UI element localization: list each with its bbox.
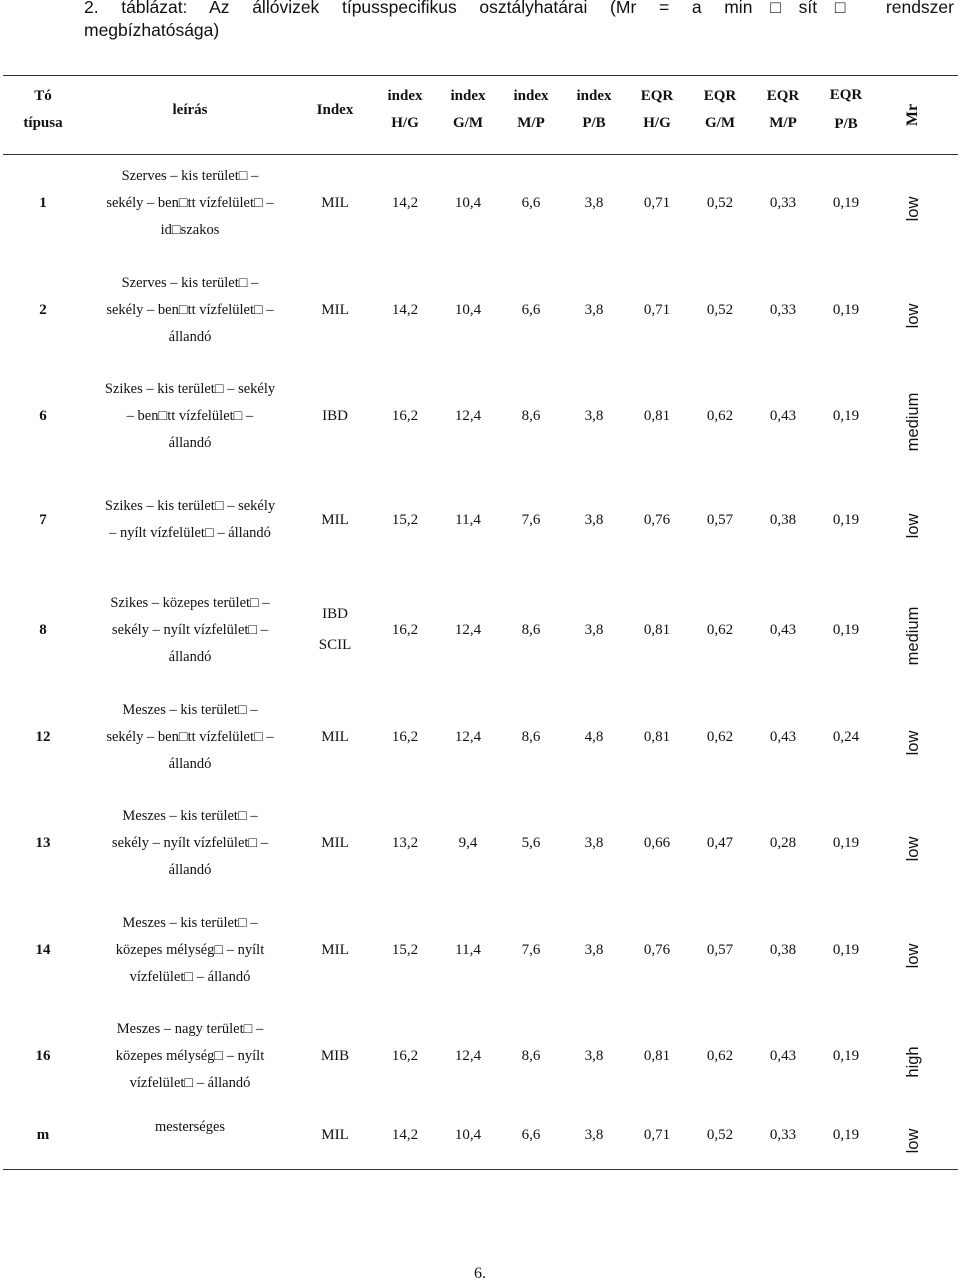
index-code: MIL xyxy=(321,1126,349,1143)
header-col-boundary: G/M xyxy=(453,115,483,131)
row-mr: low xyxy=(903,943,922,969)
header-to-tipusa xyxy=(15,80,71,140)
row-index xyxy=(305,1110,365,1160)
row-value: 5,6 xyxy=(521,834,541,851)
table-row xyxy=(0,694,960,780)
row-value: 0,81 xyxy=(643,621,671,638)
row-value: 3,8 xyxy=(584,834,604,851)
row-tipus: 2 xyxy=(39,301,47,318)
row-value: 0,19 xyxy=(832,511,860,528)
header-leiras: leírás xyxy=(172,101,208,118)
description-line: Szerves – kis terület□ – xyxy=(121,274,259,291)
row-value: 8,6 xyxy=(521,407,541,424)
table-row xyxy=(0,1013,960,1099)
header-col-kind: index xyxy=(576,88,612,104)
table-top-rule xyxy=(3,75,958,76)
row-value: 3,8 xyxy=(584,511,604,528)
row-mr: low xyxy=(903,730,922,756)
row-value: 9,4 xyxy=(458,834,478,851)
header-col-7 xyxy=(815,80,877,140)
row-description xyxy=(80,1102,300,1152)
table-row xyxy=(0,800,960,886)
description-line: Szikes – kis terület□ – sekély xyxy=(104,380,276,397)
page-number: 6. xyxy=(474,1265,486,1282)
row-mr: low xyxy=(903,836,922,862)
table-row xyxy=(0,907,960,993)
row-value: 0,81 xyxy=(643,407,671,424)
header-col-kind: EQR xyxy=(640,88,674,104)
row-value: 11,4 xyxy=(455,511,481,528)
row-value: 8,6 xyxy=(521,1047,541,1064)
row-index xyxy=(305,160,365,246)
row-value: 0,81 xyxy=(643,1047,671,1064)
index-code: MIL xyxy=(321,728,349,745)
row-value: 7,6 xyxy=(521,511,541,528)
row-index xyxy=(305,587,365,673)
row-value: 3,8 xyxy=(584,1047,604,1064)
header-col-kind: EQR xyxy=(703,88,737,104)
description-line: állandó xyxy=(168,755,212,772)
row-mr: medium xyxy=(903,606,922,666)
description-line: közepes mélység□ – nyílt xyxy=(115,1047,265,1064)
header-col-1 xyxy=(437,80,499,140)
row-value: 13,2 xyxy=(391,834,419,851)
table-row xyxy=(0,1110,960,1160)
row-value: 0,19 xyxy=(832,1126,860,1143)
index-code: MIL xyxy=(321,941,349,958)
description-line: sekély – nyílt vízfelület□ – xyxy=(111,621,269,638)
description-line: sekély – ben□tt vízfelület□ – xyxy=(106,728,274,745)
row-value: 0,62 xyxy=(706,407,734,424)
row-value: 0,43 xyxy=(769,621,797,638)
description-line: Szikes – kis terület□ – sekély xyxy=(104,498,276,514)
row-value: 15,2 xyxy=(391,941,419,958)
row-mr: high xyxy=(903,1046,922,1078)
row-value: 6,6 xyxy=(521,194,541,211)
description-line: Meszes – kis terület□ – xyxy=(122,914,258,931)
header-mr: Mr xyxy=(904,103,921,127)
row-index xyxy=(305,267,365,353)
description-line: sekély – nyílt vízfelület□ – xyxy=(111,834,269,851)
index-code: SCIL xyxy=(318,637,352,653)
row-mr: low xyxy=(903,513,922,539)
row-value: 0,52 xyxy=(706,194,734,211)
header-bottom-rule xyxy=(3,154,958,155)
header-col-6 xyxy=(752,80,814,140)
row-description xyxy=(80,694,300,780)
header-tipusa: típusa xyxy=(23,115,63,131)
header-to: Tó xyxy=(34,88,52,104)
row-value: 3,8 xyxy=(584,1126,604,1143)
row-value: 0,19 xyxy=(832,834,860,851)
row-value: 3,8 xyxy=(584,621,604,638)
row-value: 12,4 xyxy=(454,407,482,424)
row-value: 7,6 xyxy=(521,941,541,958)
row-value: 0,62 xyxy=(706,728,734,745)
header-col-boundary: M/P xyxy=(769,115,797,131)
index-code: IBD xyxy=(322,606,348,622)
row-tipus: 13 xyxy=(35,834,51,851)
description-line: állandó xyxy=(168,328,212,345)
row-value: 0,76 xyxy=(643,941,671,958)
row-tipus: 14 xyxy=(35,941,51,958)
row-tipus: 8 xyxy=(39,621,47,638)
row-tipus: 1 xyxy=(39,194,47,211)
row-tipus: m xyxy=(36,1126,50,1143)
index-code: MIB xyxy=(320,1047,350,1064)
row-value: 4,8 xyxy=(584,728,604,745)
row-tipus: 16 xyxy=(35,1047,51,1064)
index-code: MIL xyxy=(321,834,349,851)
row-value: 0,38 xyxy=(769,511,797,528)
row-value: 0,81 xyxy=(643,728,671,745)
row-value: 0,33 xyxy=(769,194,797,211)
header-col-kind: index xyxy=(513,88,549,104)
row-description xyxy=(80,907,300,993)
row-value: 14,2 xyxy=(391,194,419,211)
row-description xyxy=(80,800,300,886)
row-value: 0,38 xyxy=(769,941,797,958)
row-tipus: 12 xyxy=(35,728,51,745)
row-description xyxy=(80,587,300,673)
row-index xyxy=(305,907,365,993)
description-line: állandó xyxy=(168,648,212,665)
row-value: 16,2 xyxy=(391,728,419,745)
table-row xyxy=(0,485,960,555)
row-value: 0,33 xyxy=(769,301,797,318)
row-value: 0,19 xyxy=(832,941,860,958)
row-tipus: 6 xyxy=(39,407,47,424)
row-mr: low xyxy=(903,1128,922,1154)
header-col-0 xyxy=(374,80,436,140)
row-value: 6,6 xyxy=(521,301,541,318)
row-value: 0,28 xyxy=(769,834,797,851)
table-row xyxy=(0,267,960,353)
row-value: 16,2 xyxy=(391,407,419,424)
row-value: 3,8 xyxy=(584,941,604,958)
index-code: MIL xyxy=(321,194,349,211)
description-line: vízfelület□ – állandó xyxy=(129,1074,251,1091)
row-value: 8,6 xyxy=(521,728,541,745)
row-value: 0,62 xyxy=(706,1047,734,1064)
row-value: 14,2 xyxy=(391,301,419,318)
row-index xyxy=(305,1013,365,1099)
index-code: MIL xyxy=(321,301,349,318)
description-line: Szikes – közepes terület□ – xyxy=(110,594,270,611)
row-description xyxy=(80,160,300,246)
description-line: állandó xyxy=(168,434,212,451)
header-col-kind: EQR xyxy=(766,88,800,104)
row-value: 0,19 xyxy=(832,407,860,424)
row-value: 10,4 xyxy=(454,301,482,318)
row-mr: low xyxy=(903,303,922,329)
row-value: 0,52 xyxy=(706,301,734,318)
row-value: 12,4 xyxy=(454,728,482,745)
row-value: 0,19 xyxy=(832,1047,860,1064)
row-description xyxy=(80,373,300,459)
description-line: Meszes – kis terület□ – xyxy=(122,807,258,824)
header-col-boundary: P/B xyxy=(582,115,606,131)
row-value: 0,19 xyxy=(832,194,860,211)
row-value: 0,66 xyxy=(643,834,671,851)
row-value: 15,2 xyxy=(391,511,419,528)
row-value: 0,62 xyxy=(706,621,734,638)
table-caption: 2. táblázat: Az állóvizek típusspecifikus osztályhatárai (Mr = a min□sít□ rendszer xyxy=(84,0,954,17)
index-code: MIL xyxy=(321,511,349,528)
header-col-boundary: H/G xyxy=(391,115,419,131)
row-index xyxy=(305,373,365,459)
row-value: 12,4 xyxy=(454,621,482,638)
description-line: – ben□tt vízfelület□ – xyxy=(126,407,254,424)
row-description xyxy=(80,267,300,353)
row-value: 8,6 xyxy=(521,621,541,638)
header-col-4 xyxy=(626,80,688,140)
table-row xyxy=(0,160,960,246)
description-line: id□szakos xyxy=(160,221,220,238)
header-col-boundary: P/B xyxy=(834,116,858,132)
row-value: 0,33 xyxy=(769,1126,797,1143)
header-col-boundary: H/G xyxy=(643,115,671,131)
row-value: 0,71 xyxy=(643,194,671,211)
row-value: 0,76 xyxy=(643,511,671,528)
row-value: 0,19 xyxy=(832,621,860,638)
row-value: 3,8 xyxy=(584,194,604,211)
table-bottom-rule xyxy=(3,1169,958,1170)
row-value: 0,52 xyxy=(706,1126,734,1143)
row-index xyxy=(305,800,365,886)
row-value: 0,24 xyxy=(832,728,860,745)
row-mr: medium xyxy=(903,392,922,452)
description-line: Szerves – kis terület□ – xyxy=(121,167,259,184)
header-col-kind: EQR xyxy=(829,87,863,103)
row-description xyxy=(80,485,300,555)
description-line: – nyílt vízfelület□ – állandó xyxy=(109,525,271,541)
row-value: 3,8 xyxy=(584,407,604,424)
description-line: Meszes – kis terület□ – xyxy=(122,701,258,718)
description-line: vízfelület□ – állandó xyxy=(129,968,251,985)
row-tipus: 7 xyxy=(39,511,47,528)
row-value: 16,2 xyxy=(391,1047,419,1064)
table-row xyxy=(0,373,960,459)
row-value: 16,2 xyxy=(391,621,419,638)
row-mr: low xyxy=(903,196,922,222)
row-value: 0,47 xyxy=(706,834,734,851)
row-value: 12,4 xyxy=(454,1047,482,1064)
row-value: 0,43 xyxy=(769,1047,797,1064)
row-value: 10,4 xyxy=(454,194,482,211)
row-value: 6,6 xyxy=(521,1126,541,1143)
row-value: 10,4 xyxy=(454,1126,482,1143)
table-row xyxy=(0,587,960,673)
row-description xyxy=(80,1013,300,1099)
row-index xyxy=(305,694,365,780)
row-value: 14,2 xyxy=(391,1126,419,1143)
description-line: sekély – ben□tt vízfelület□ – xyxy=(106,194,274,211)
row-value: 0,71 xyxy=(643,301,671,318)
header-col-5 xyxy=(689,80,751,140)
row-value: 0,71 xyxy=(643,1126,671,1143)
header-col-2 xyxy=(500,80,562,140)
description-line: közepes mélység□ – nyílt xyxy=(115,941,265,958)
table-caption-continued: megbízhatósága) xyxy=(84,20,220,40)
header-col-boundary: G/M xyxy=(705,115,735,131)
description-line: állandó xyxy=(168,861,212,878)
table-header xyxy=(0,80,960,152)
header-col-kind: index xyxy=(387,88,423,104)
row-value: 0,43 xyxy=(769,407,797,424)
header-col-boundary: M/P xyxy=(517,115,545,131)
description-line: Meszes – nagy terület□ – xyxy=(116,1020,264,1037)
index-code: IBD xyxy=(322,407,348,424)
header-col-kind: index xyxy=(450,88,486,104)
header-index: Index xyxy=(316,101,354,118)
row-value: 0,43 xyxy=(769,728,797,745)
row-value: 11,4 xyxy=(455,941,481,958)
description-line: sekély – ben□tt vízfelület□ – xyxy=(106,301,274,318)
row-index xyxy=(305,485,365,555)
header-col-3 xyxy=(563,80,625,140)
row-value: 0,19 xyxy=(832,301,860,318)
row-value: 3,8 xyxy=(584,301,604,318)
description-line: mesterséges xyxy=(154,1118,226,1135)
row-value: 0,57 xyxy=(706,511,734,528)
row-value: 0,57 xyxy=(706,941,734,958)
